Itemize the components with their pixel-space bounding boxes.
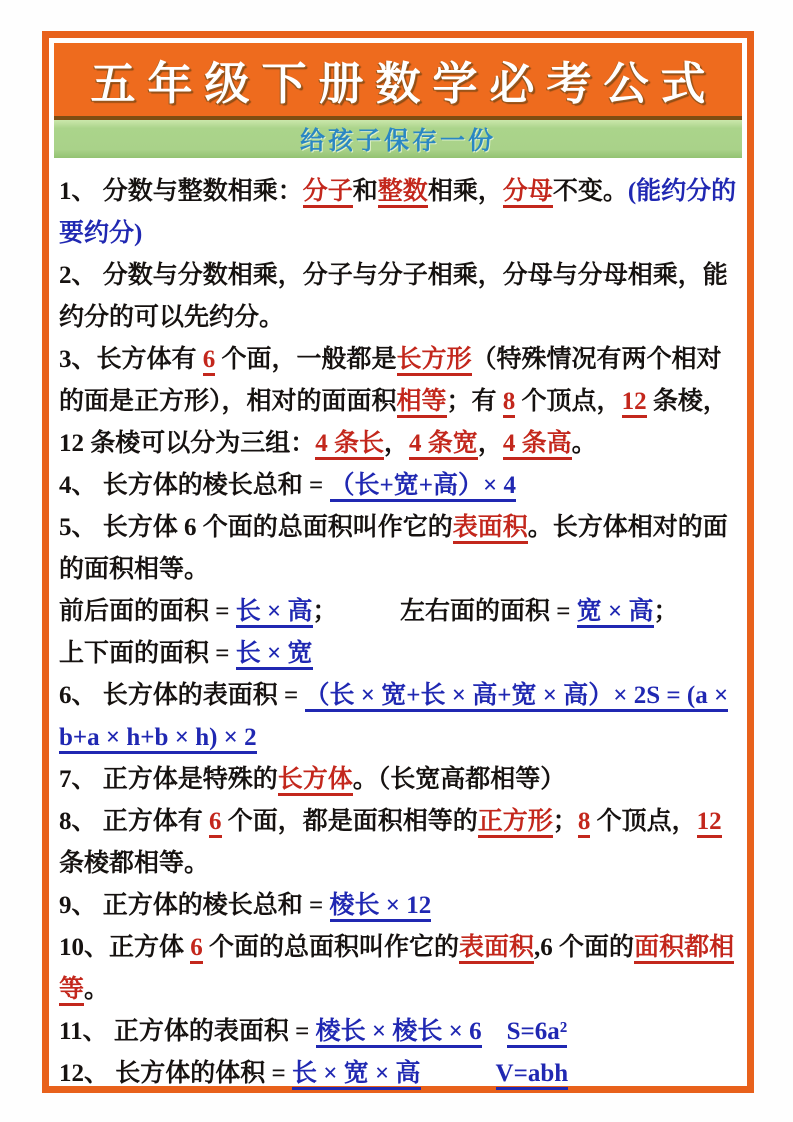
text-segment: 2、 分数与分数相乘，分子与分子相乘，分母与分母相乘，能约分的可以先约分。: [59, 262, 728, 331]
formula-item: [59, 171, 738, 255]
highlight-text-red: 12: [622, 388, 647, 418]
text-segment: 条棱都相等。: [59, 850, 210, 877]
highlight-text-red: 6: [190, 934, 203, 964]
formula-item: [59, 633, 738, 675]
highlight-text-blue: （长 × 宽+长 × 高+宽 × 高）× 2S = (a × b+a × h+b × h) × 2: [59, 682, 728, 754]
page-subtitle: 给孩子保存一份: [299, 128, 496, 155]
text-segment: 10、正方体: [59, 934, 191, 961]
text-segment: 11、 正方体的表面积 =: [59, 1018, 316, 1045]
text-segment: 不变。: [552, 178, 628, 205]
highlight-text-blue: 长 × 宽 × 高: [292, 1060, 421, 1090]
highlight-text-red: 正方形: [478, 808, 553, 838]
text-segment: ,6 个面的: [534, 934, 635, 961]
highlight-text-red: 12: [697, 808, 722, 838]
formula-item: [59, 1053, 738, 1095]
highlight-text-blue: S=6a²: [507, 1018, 568, 1048]
highlight-text-red: 6: [209, 808, 222, 838]
highlight-text-red: 表面积: [459, 934, 534, 964]
highlight-text-red: 长方体: [278, 766, 353, 796]
text-segment: ；: [552, 808, 578, 835]
text-segment: 个顶点，: [590, 808, 697, 835]
text-segment: 。: [571, 430, 597, 457]
text-segment: 6、 长方体的表面积 =: [59, 682, 305, 709]
formula-item: [59, 675, 738, 759]
text-segment: ；: [653, 598, 679, 625]
highlight-text-red: 相等: [397, 388, 447, 418]
text-segment: [421, 1060, 496, 1087]
highlight-text-red: 表面积: [453, 514, 528, 544]
text-segment: ； 左右面的面积 =: [312, 598, 577, 625]
highlight-text-blue: 长 × 高: [236, 598, 313, 628]
page-title: 五年级下册数学必考公式: [90, 59, 718, 109]
text-segment: ；有: [446, 388, 503, 415]
text-segment: 前后面的面积 =: [59, 598, 236, 625]
highlight-text-red: 4 条高: [503, 430, 572, 460]
formula-list: [54, 158, 742, 1095]
text-segment: 个面，一般都是: [215, 346, 397, 373]
highlight-text-red: 8: [578, 808, 591, 838]
highlight-text-blue: （长+宽+高）× 4: [330, 472, 517, 502]
text-segment: 8、 正方体有: [59, 808, 210, 835]
highlight-text-red: 4 条宽: [409, 430, 478, 460]
text-segment: 4、 长方体的棱长总和 =: [59, 472, 330, 499]
text-segment: 12、 长方体的体积 =: [59, 1060, 292, 1087]
text-segment: 个顶点，: [515, 388, 622, 415]
highlight-text-blue: 宽 × 高: [577, 598, 654, 628]
text-segment: [482, 1018, 507, 1045]
formula-item: [59, 759, 738, 801]
header-banner: [54, 43, 742, 120]
text-segment: 条棱，12 条棱可以分为三组：: [59, 388, 728, 457]
highlight-text-red: 整数: [378, 178, 428, 208]
text-segment: 个面，都是面积相等的: [221, 808, 478, 835]
text-segment: 3、长方体有: [59, 346, 203, 373]
formula-item: [59, 339, 738, 465]
text-segment: 。: [84, 976, 110, 1003]
formula-item: [59, 465, 738, 507]
formula-item: [59, 801, 738, 885]
text-segment: 。（长宽高都相等）: [352, 766, 566, 793]
formula-item: [59, 507, 738, 591]
highlight-text-blue: 棱长 × 12: [330, 892, 432, 922]
text-segment: （特殊情况有两个相对的面是正方形），相对的面面积: [59, 346, 722, 415]
text-segment: 和: [352, 178, 378, 205]
text-segment: 个面的总面积叫作它的: [202, 934, 460, 961]
highlight-text-blue: (能约分的要约分): [59, 178, 737, 247]
text-segment: 9、 正方体的棱长总和 =: [59, 892, 330, 919]
formula-item: [59, 591, 738, 633]
highlight-text-red: 8: [503, 388, 516, 418]
highlight-text-red: 长方形: [397, 346, 472, 376]
highlight-text-red: 6: [203, 346, 216, 376]
text-segment: 1、 分数与整数相乘：: [59, 178, 303, 205]
text-segment: ，: [384, 430, 410, 457]
highlight-text-red: 分母: [503, 178, 553, 208]
formula-item: [59, 885, 738, 927]
highlight-text-red: 面积都相等: [59, 934, 734, 1006]
highlight-text-red: 分子: [303, 178, 353, 208]
highlight-text-red: 4 条长: [315, 430, 384, 460]
highlight-text-blue: 长 × 宽: [236, 640, 313, 670]
text-segment: 。长方体相对的面的面积相等。: [59, 514, 728, 583]
text-segment: 5、 长方体 6 个面的总面积叫作它的: [59, 514, 453, 541]
formula-item: [59, 1011, 738, 1053]
page-frame: [42, 31, 754, 1093]
text-segment: 相乘，: [427, 178, 503, 205]
subtitle-banner: [54, 120, 742, 158]
text-segment: 上下面的面积 =: [59, 640, 236, 667]
highlight-text-blue: 棱长 × 棱长 × 6: [316, 1018, 482, 1048]
highlight-text-blue: V=abh: [496, 1060, 569, 1090]
text-segment: ，: [477, 430, 503, 457]
formula-item: [59, 255, 738, 339]
text-segment: 7、 正方体是特殊的: [59, 766, 278, 793]
formula-item: [59, 927, 738, 1011]
